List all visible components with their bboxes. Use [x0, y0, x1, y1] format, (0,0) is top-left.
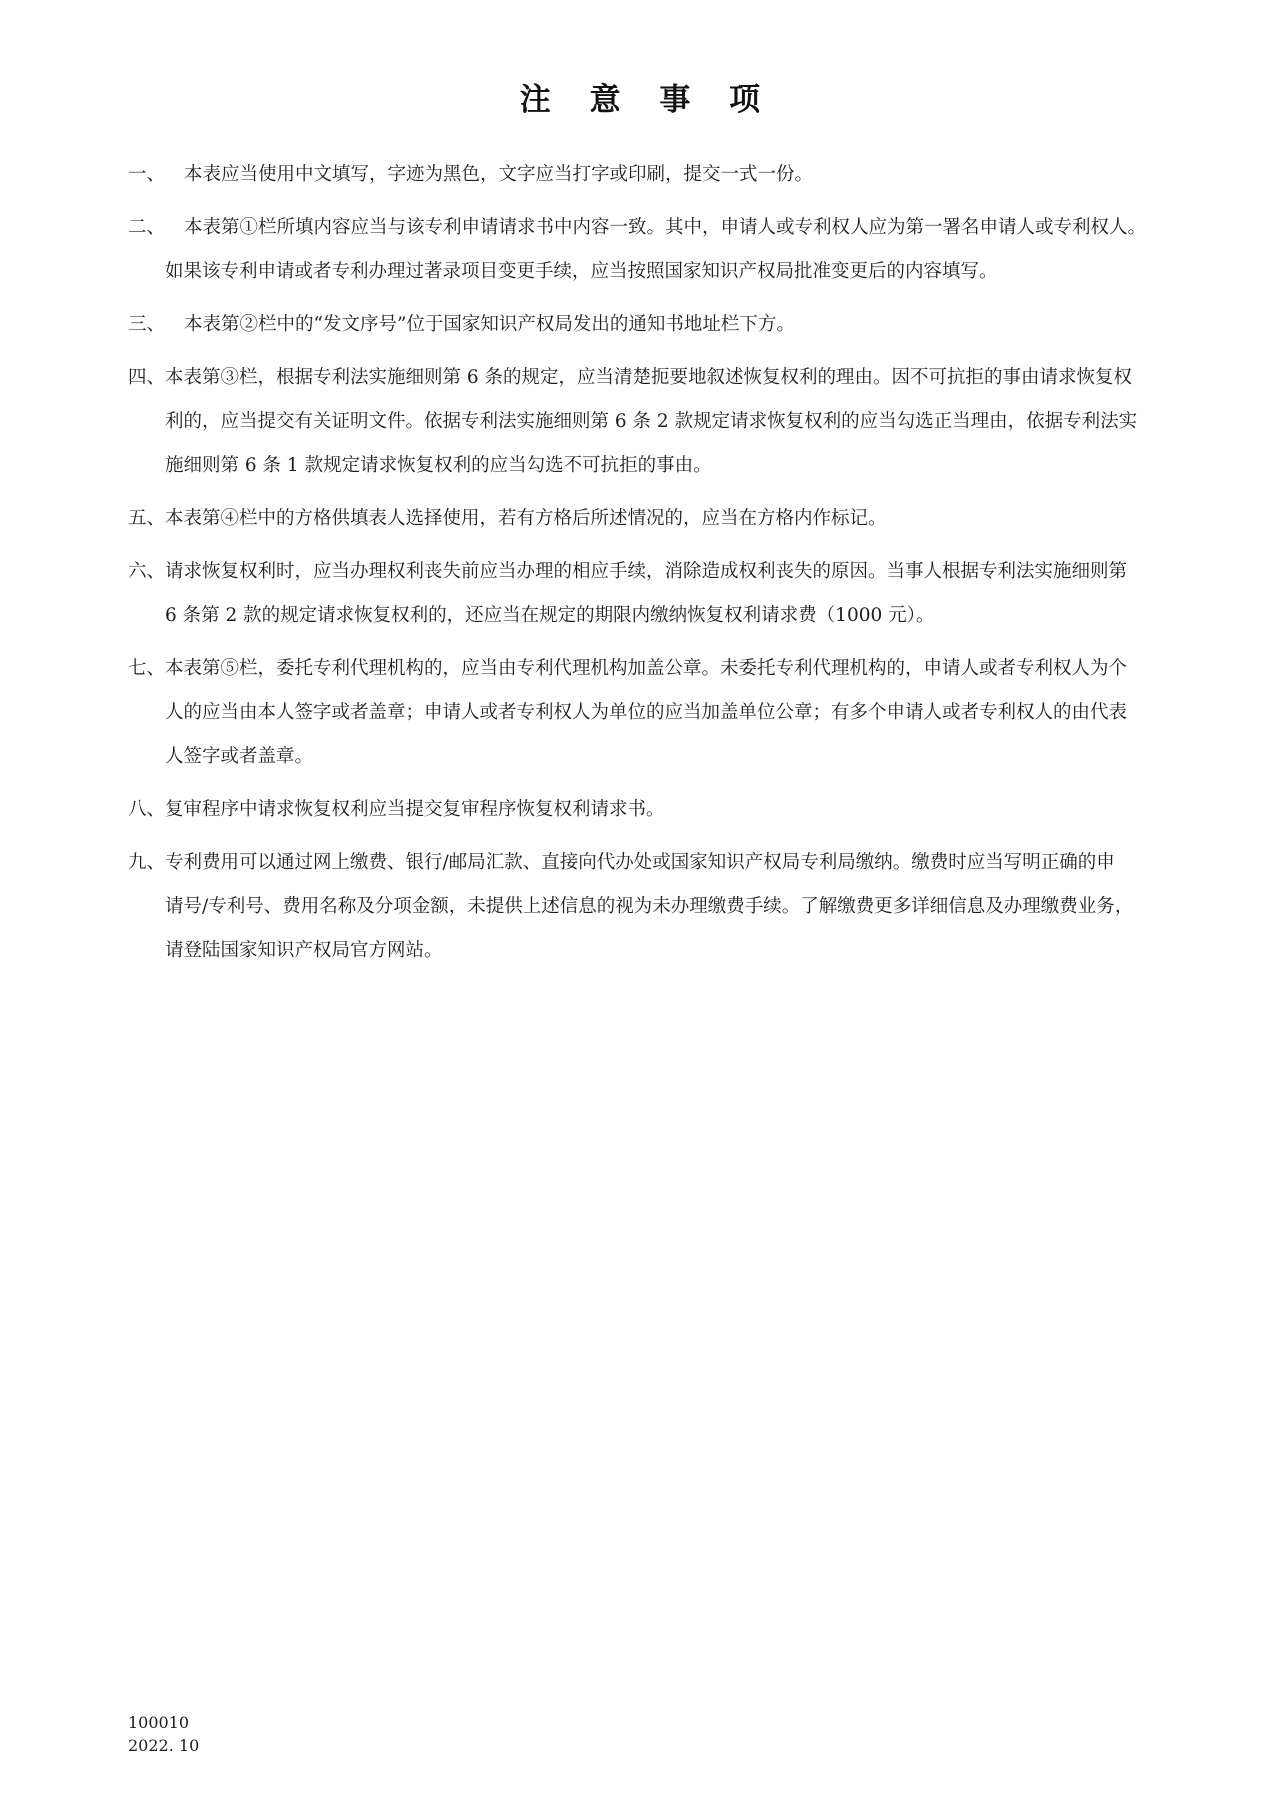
notes-list	[0, 153, 1280, 973]
note-text: 请号/专利号、费用名称及分项金额，未提供上述信息的视为未办理缴费手续。了解缴费更多详细信息及办理缴费业务，	[165, 896, 1134, 917]
note-first-line	[0, 153, 1280, 197]
note-item	[0, 647, 1280, 779]
note-item	[0, 550, 1280, 638]
note-marker: 五、	[128, 508, 166, 529]
note-text: 本表第⑤栏，委托专利代理机构的，应当由专利代理机构加盖公章。未委托专利代理机构的，申请人或者专利权人为个	[165, 658, 1128, 679]
note-text: 本表第①栏所填内容应当与该专利申请请求书中内容一致。其中，申请人或专利权人应为第一署名申请人或专利权人。	[184, 217, 1147, 238]
note-first-line	[0, 550, 1280, 594]
note-item	[0, 356, 1280, 488]
note-item	[0, 153, 1280, 197]
note-text: 请登陆国家知识产权局官方网站。	[165, 940, 443, 961]
form-code: 100010	[128, 1713, 190, 1732]
note-first-line	[0, 497, 1280, 541]
note-text: 复审程序中请求恢复权利应当提交复审程序恢复权利请求书。	[165, 799, 665, 820]
note-continuation-line	[0, 444, 1280, 488]
note-text: 施细则第 6 条 1 款规定请求恢复权利的应当勾选不可抗拒的事由。	[165, 455, 712, 476]
note-continuation-line	[0, 929, 1280, 973]
note-item	[0, 303, 1280, 347]
note-text: 人签字或者盖章。	[165, 746, 314, 767]
note-text: 如果该专利申请或者专利办理过著录项目变更手续，应当按照国家知识产权局批准变更后的内容填写。	[165, 261, 998, 282]
note-first-line	[0, 206, 1280, 250]
note-continuation-line	[0, 885, 1280, 929]
note-marker: 八、	[128, 799, 166, 820]
note-text: 本表第③栏，根据专利法实施细则第 6 条的规定，应当清楚扼要地叙述恢复权利的理由。因不可抗拒的事由请求恢复权	[165, 367, 1133, 388]
note-continuation-line	[0, 691, 1280, 735]
note-continuation-line	[0, 400, 1280, 444]
note-continuation-line	[0, 594, 1280, 638]
note-item	[0, 788, 1280, 832]
note-text: 6 条第 2 款的规定请求恢复权利的，还应当在规定的期限内缴纳恢复权利请求费（1000 元）。	[165, 605, 935, 626]
note-continuation-line	[0, 250, 1280, 294]
note-item	[0, 841, 1280, 973]
note-marker: 六、	[128, 561, 166, 582]
page-title: 注 意 事 项	[519, 82, 775, 118]
note-first-line	[0, 356, 1280, 400]
note-text: 本表第②栏中的“发文序号”位于国家知识产权局发出的通知书地址栏下方。	[184, 314, 795, 335]
note-item	[0, 206, 1280, 294]
note-continuation-line	[0, 735, 1280, 779]
note-text: 请求恢复权利时，应当办理权利丧失前应当办理的相应手续，消除造成权利丧失的原因。当事人根据专利法实施细则第	[165, 561, 1128, 582]
note-marker: 七、	[128, 658, 166, 679]
note-marker: 九、	[128, 852, 166, 873]
form-version-date: 2022. 10	[128, 1736, 200, 1755]
note-first-line	[0, 647, 1280, 691]
note-first-line	[0, 303, 1280, 347]
note-marker: 四、	[128, 367, 166, 388]
note-first-line	[0, 788, 1280, 832]
note-text: 专利费用可以通过网上缴费、银行/邮局汇款、直接向代办处或国家知识产权局专利局缴纳。缴费时应当写明正确的申	[165, 852, 1115, 873]
note-marker: 三、	[128, 314, 166, 335]
note-marker: 一、	[128, 164, 166, 185]
note-text: 本表应当使用中文填写，字迹为黑色，文字应当打字或印刷，提交一式一份。	[184, 164, 814, 185]
note-first-line	[0, 841, 1280, 885]
page-footer	[128, 1711, 199, 1757]
note-item	[0, 497, 1280, 541]
note-text: 本表第④栏中的方格供填表人选择使用，若有方格后所述情况的，应当在方格内作标记。	[165, 508, 887, 529]
note-text: 利的，应当提交有关证明文件。依据专利法实施细则第 6 条 2 款规定请求恢复权利的应当勾选正当理由，依据专利法实	[165, 411, 1138, 432]
note-marker: 二、	[128, 217, 166, 238]
note-text: 人的应当由本人签字或者盖章；申请人或者专利权人为单位的应当加盖单位公章；有多个申请人或者专利权人的由代表	[165, 702, 1128, 723]
